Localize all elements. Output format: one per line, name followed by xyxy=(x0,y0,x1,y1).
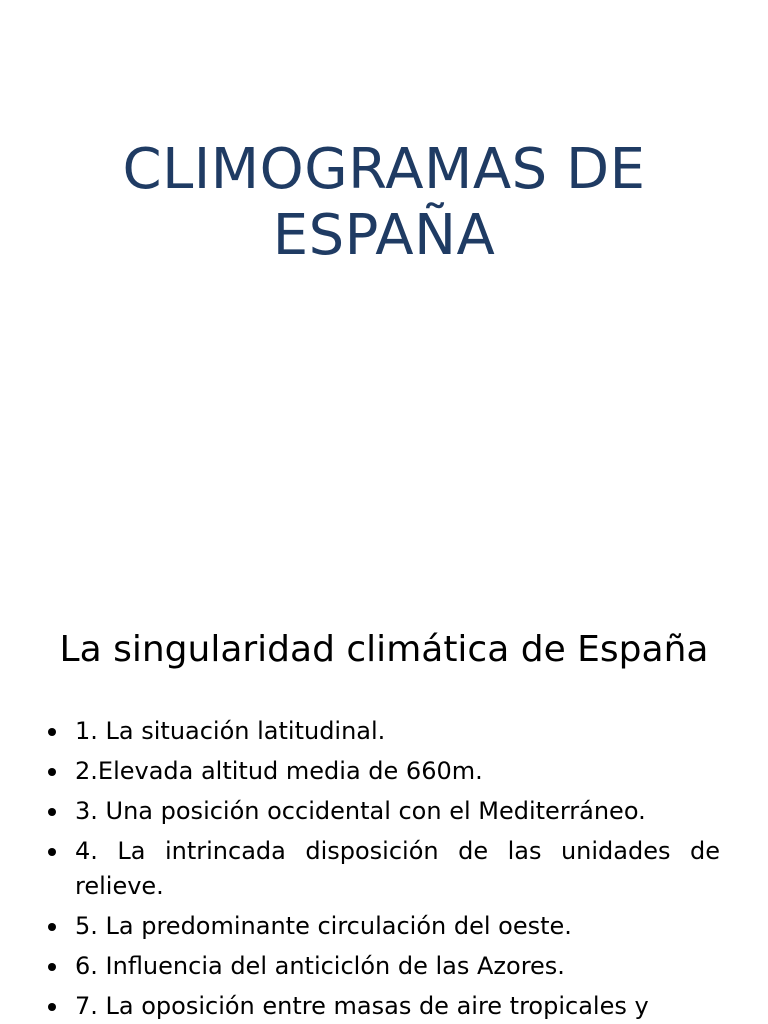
slide-heading: La singularidad climática de España xyxy=(59,629,709,670)
bullet-item xyxy=(48,714,720,749)
bullet-text: 5. La predominante circulación del oeste. xyxy=(75,912,572,940)
bullet-item xyxy=(48,989,720,1024)
bullet-text: 6. Influencia del anticiclón de las Azores. xyxy=(75,952,565,980)
presentation-title-line-1: CLIMOGRAMAS DE xyxy=(122,137,646,202)
bullet-marker xyxy=(48,808,56,816)
bullet-marker xyxy=(48,728,56,736)
bullet-marker xyxy=(48,768,56,776)
bullet-marker xyxy=(48,963,56,971)
bullet-marker xyxy=(48,923,56,931)
bullet-item xyxy=(48,754,720,789)
bullet-item xyxy=(48,949,720,984)
bullet-text: 7. La oposición entre masas de aire tropicales y xyxy=(75,992,649,1020)
bullet-text: 3. Una posición occidental con el Mediterráneo. xyxy=(75,797,646,825)
bullet-item xyxy=(48,909,720,944)
bullet-text: 4. La intrincada disposición de las unidades de relieve. xyxy=(75,837,720,900)
presentation-title-line-2: ESPAÑA xyxy=(272,203,496,268)
bullet-marker xyxy=(48,1003,56,1011)
bullet-item xyxy=(48,794,720,829)
bullet-text: 1. La situación latitudinal. xyxy=(75,717,386,745)
bullet-item xyxy=(48,834,720,904)
bullet-marker xyxy=(48,848,56,856)
bullet-text: 2.Elevada altitud media de 660m. xyxy=(75,757,483,785)
content-slide xyxy=(0,576,768,1024)
presentation-title xyxy=(40,137,728,269)
bullet-list xyxy=(48,714,720,1024)
